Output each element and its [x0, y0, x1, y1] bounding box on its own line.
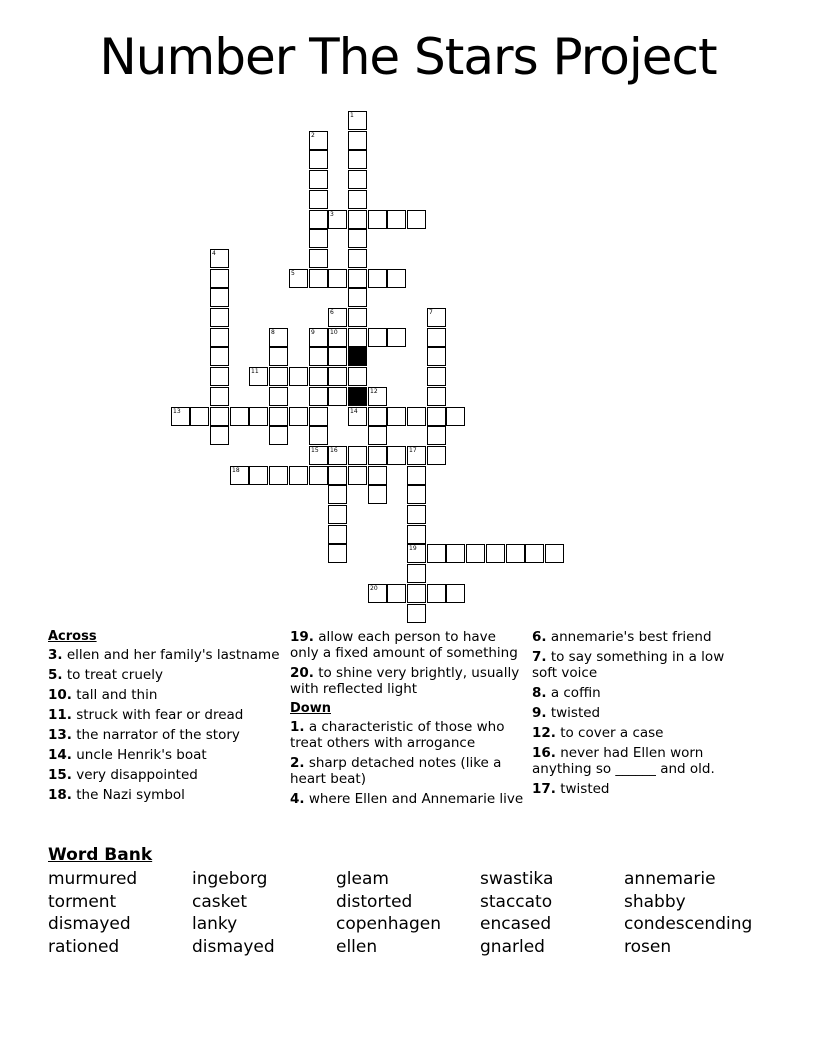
word-bank-word: shabby — [624, 891, 686, 912]
grid-cell[interactable] — [348, 407, 367, 426]
grid-cell[interactable] — [407, 446, 426, 465]
clue-text: where Ellen and Annemarie live — [304, 791, 524, 807]
clue-number-label: 8. — [532, 685, 547, 701]
clue-number: 10 — [330, 329, 338, 336]
clue-text: twisted — [555, 781, 610, 797]
clue-text: twisted — [546, 705, 601, 721]
grid-cell[interactable] — [407, 485, 426, 504]
grid-cell[interactable] — [328, 446, 347, 465]
grid-cell[interactable] — [269, 466, 288, 485]
grid-cell[interactable] — [348, 111, 367, 130]
clue — [532, 685, 752, 701]
clue-number-label: 1. — [290, 719, 305, 735]
word-bank-word: staccato — [480, 891, 553, 912]
clue-number-label: 16. — [532, 745, 556, 761]
grid-cell[interactable] — [427, 584, 446, 603]
grid-cell[interactable] — [249, 367, 268, 386]
clue-text: allow each person to have only a fixed amount of something — [290, 629, 518, 661]
clue-text: to say something in a low soft voice — [532, 649, 725, 681]
clue-number-label: 2. — [290, 755, 305, 771]
clue-text: to cover a case — [555, 725, 664, 741]
clue — [532, 705, 752, 721]
clue — [48, 647, 280, 663]
grid-cell[interactable] — [328, 387, 347, 406]
grid-cell[interactable] — [269, 387, 288, 406]
grid-cell[interactable] — [210, 288, 229, 307]
grid-cell[interactable] — [269, 367, 288, 386]
grid-cell[interactable] — [249, 466, 268, 485]
clue-text: annemarie's best friend — [546, 629, 712, 645]
grid-cell[interactable] — [328, 485, 347, 504]
clues-column-2 — [290, 629, 525, 811]
grid-cell[interactable] — [427, 387, 446, 406]
word-bank-word: rationed — [48, 937, 120, 958]
clue — [532, 781, 752, 797]
grid-cell[interactable] — [348, 367, 367, 386]
grid-cell[interactable] — [210, 407, 229, 426]
grid-cell[interactable] — [171, 407, 190, 426]
clue-number: 18 — [232, 467, 240, 474]
grid-cell[interactable] — [309, 249, 328, 268]
clue-text: tall and thin — [71, 687, 158, 703]
grid-cell[interactable] — [309, 466, 328, 485]
grid-cell[interactable] — [309, 328, 328, 347]
word-bank-word: copenhagen — [336, 914, 441, 935]
grid-cell[interactable] — [387, 328, 406, 347]
clue-number-label: 13. — [48, 727, 72, 743]
grid-cell[interactable] — [545, 544, 564, 563]
word-bank-word: condescending — [624, 914, 753, 935]
grid-cell[interactable] — [328, 210, 347, 229]
clue-number: 5 — [291, 270, 295, 277]
clues-column-1 — [48, 629, 280, 807]
clue-text: sharp detached notes (like a heart beat) — [290, 755, 502, 787]
clue-text: a coffin — [546, 685, 601, 701]
grid-cell[interactable] — [348, 249, 367, 268]
clue-number-label: 10. — [48, 687, 72, 703]
grid-cell[interactable] — [309, 131, 328, 150]
word-bank-column — [480, 868, 553, 959]
grid-cell[interactable] — [427, 446, 446, 465]
grid-cell[interactable] — [210, 269, 229, 288]
clue-number-label: 9. — [532, 705, 547, 721]
grid-cell[interactable] — [309, 426, 328, 445]
grid-cell[interactable] — [269, 407, 288, 426]
clue — [290, 719, 525, 751]
clue — [290, 629, 525, 661]
clue — [532, 725, 752, 741]
grid-cell[interactable] — [407, 210, 426, 229]
clue-number: 9 — [311, 329, 315, 336]
grid-block — [348, 347, 367, 366]
clue-text: a characteristic of those who treat others with arrogance — [290, 719, 505, 751]
grid-cell[interactable] — [348, 466, 367, 485]
clue — [48, 667, 280, 683]
clue-number: 13 — [173, 408, 181, 415]
grid-cell[interactable] — [289, 269, 308, 288]
grid-cell[interactable] — [427, 328, 446, 347]
grid-cell[interactable] — [348, 170, 367, 189]
across-heading: Across — [48, 629, 97, 644]
word-bank-word: casket — [192, 891, 247, 912]
grid-cell[interactable] — [309, 387, 328, 406]
grid-cell[interactable] — [309, 347, 328, 366]
clue-number: 12 — [370, 388, 378, 395]
grid-cell[interactable] — [348, 328, 367, 347]
grid-cell[interactable] — [348, 210, 367, 229]
grid-cell[interactable] — [387, 407, 406, 426]
clue-number: 2 — [311, 132, 315, 139]
grid-cell[interactable] — [407, 525, 426, 544]
clue-number: 1 — [350, 112, 354, 119]
grid-cell[interactable] — [348, 229, 367, 248]
grid-cell[interactable] — [427, 308, 446, 327]
word-bank-word: gleam — [336, 869, 389, 889]
clue-number: 19 — [409, 545, 417, 552]
word-bank-word: ingeborg — [192, 869, 268, 889]
clue-text: ellen and her family's lastname — [62, 647, 280, 663]
grid-cell[interactable] — [446, 407, 465, 426]
grid-cell[interactable] — [466, 544, 485, 563]
grid-cell[interactable] — [368, 328, 387, 347]
clue-number-label: 11. — [48, 707, 72, 723]
grid-cell[interactable] — [309, 229, 328, 248]
grid-cell[interactable] — [348, 269, 367, 288]
grid-cell[interactable] — [348, 150, 367, 169]
grid-cell[interactable] — [368, 485, 387, 504]
word-bank-column — [624, 868, 752, 959]
grid-cell[interactable] — [368, 269, 387, 288]
grid-cell[interactable] — [407, 505, 426, 524]
clue-number-label: 5. — [48, 667, 63, 683]
clue-number: 8 — [271, 329, 275, 336]
clue-text: the narrator of the story — [71, 727, 240, 743]
grid-cell[interactable] — [427, 407, 446, 426]
clue-number-label: 19. — [290, 629, 314, 645]
clue-number-label: 12. — [532, 725, 556, 741]
clue-number: 6 — [330, 309, 334, 316]
grid-cell[interactable] — [328, 347, 347, 366]
grid-cell[interactable] — [348, 190, 367, 209]
clue-text: very disappointed — [71, 767, 198, 783]
grid-cell[interactable] — [407, 544, 426, 563]
word-bank-column — [48, 868, 137, 959]
grid-cell[interactable] — [210, 367, 229, 386]
clue-number: 11 — [251, 368, 259, 375]
grid-cell[interactable] — [309, 407, 328, 426]
grid-cell[interactable] — [328, 269, 347, 288]
clue-text: to treat cruely — [62, 667, 163, 683]
grid-cell[interactable] — [348, 131, 367, 150]
clue-number: 17 — [409, 447, 417, 454]
grid-cell[interactable] — [387, 446, 406, 465]
grid-cell[interactable] — [210, 347, 229, 366]
clue-number: 16 — [330, 447, 338, 454]
page-title: Number The Stars Project — [99, 28, 717, 86]
clue-number-label: 17. — [532, 781, 556, 797]
clue — [532, 629, 752, 645]
grid-cell[interactable] — [289, 466, 308, 485]
grid-cell[interactable] — [210, 328, 229, 347]
word-bank-word: annemarie — [624, 869, 716, 889]
clue-number-label: 4. — [290, 791, 305, 807]
grid-cell[interactable] — [407, 564, 426, 583]
clue — [532, 745, 752, 777]
grid-cell[interactable] — [230, 466, 249, 485]
grid-cell[interactable] — [407, 604, 426, 623]
grid-cell[interactable] — [427, 544, 446, 563]
grid-cell[interactable] — [328, 367, 347, 386]
clue-number: 20 — [370, 585, 378, 592]
word-bank-word: encased — [480, 914, 552, 935]
clue-number: 14 — [350, 408, 358, 415]
grid-cell[interactable] — [328, 466, 347, 485]
grid-cell[interactable] — [368, 407, 387, 426]
grid-cell[interactable] — [328, 308, 347, 327]
clue-text: to shine very brightly, usually with reflected light — [290, 665, 520, 697]
clue-number: 7 — [429, 309, 433, 316]
grid-cell[interactable] — [230, 407, 249, 426]
word-bank-word: swastika — [480, 869, 554, 889]
clues-column-3 — [532, 629, 752, 801]
grid-cell[interactable] — [309, 269, 328, 288]
grid-cell[interactable] — [249, 407, 268, 426]
grid-cell[interactable] — [368, 210, 387, 229]
grid-cell[interactable] — [210, 308, 229, 327]
grid-cell[interactable] — [348, 308, 367, 327]
clue — [48, 707, 280, 723]
grid-block — [348, 387, 367, 406]
word-bank-title: Word Bank — [48, 845, 153, 865]
grid-cell[interactable] — [387, 584, 406, 603]
clue-number: 4 — [212, 250, 216, 257]
grid-cell[interactable] — [407, 584, 426, 603]
grid-cell[interactable] — [368, 584, 387, 603]
grid-cell[interactable] — [328, 544, 347, 563]
clue — [48, 747, 280, 763]
clue — [290, 755, 525, 787]
grid-cell[interactable] — [368, 387, 387, 406]
clue-text: uncle Henrik's boat — [71, 747, 207, 763]
clue — [532, 649, 752, 681]
word-bank-word: rosen — [624, 937, 672, 958]
clue-number-label: 6. — [532, 629, 547, 645]
grid-cell[interactable] — [289, 407, 308, 426]
grid-cell[interactable] — [368, 446, 387, 465]
word-bank-column — [336, 868, 441, 959]
grid-cell[interactable] — [387, 210, 406, 229]
grid-cell[interactable] — [446, 544, 465, 563]
clue-text: the Nazi symbol — [71, 787, 185, 803]
grid-cell[interactable] — [328, 328, 347, 347]
grid-cell[interactable] — [427, 347, 446, 366]
grid-cell[interactable] — [269, 328, 288, 347]
clue-text: never had Ellen worn anything so ______ and old. — [532, 745, 715, 777]
grid-cell[interactable] — [289, 367, 308, 386]
clue — [48, 787, 280, 803]
grid-cell[interactable] — [269, 347, 288, 366]
grid-cell[interactable] — [309, 367, 328, 386]
clue — [290, 665, 525, 697]
grid-cell[interactable] — [269, 426, 288, 445]
clue-number-label: 3. — [48, 647, 63, 663]
grid-cell[interactable] — [446, 584, 465, 603]
clue-text: struck with fear or dread — [71, 707, 244, 723]
grid-cell[interactable] — [210, 387, 229, 406]
grid-cell[interactable] — [486, 544, 505, 563]
clue — [48, 687, 280, 703]
grid-cell[interactable] — [309, 150, 328, 169]
word-bank-column — [192, 868, 275, 959]
word-bank-word: ellen — [336, 937, 378, 958]
word-bank-word: dismayed — [48, 914, 131, 935]
grid-cell[interactable] — [328, 505, 347, 524]
grid-cell[interactable] — [210, 426, 229, 445]
grid-cell[interactable] — [407, 466, 426, 485]
clue-number-label: 18. — [48, 787, 72, 803]
word-bank-word: distorted — [336, 891, 413, 912]
clue — [48, 767, 280, 783]
grid-cell[interactable] — [328, 525, 347, 544]
grid-cell[interactable] — [190, 407, 209, 426]
grid-cell[interactable] — [368, 426, 387, 445]
grid-cell[interactable] — [387, 269, 406, 288]
clue — [290, 791, 525, 807]
grid-cell[interactable] — [210, 249, 229, 268]
grid-cell[interactable] — [525, 544, 544, 563]
clue-number-label: 14. — [48, 747, 72, 763]
clue — [48, 727, 280, 743]
word-bank-word: murmured — [48, 869, 138, 889]
grid-cell[interactable] — [427, 426, 446, 445]
grid-cell[interactable] — [427, 367, 446, 386]
grid-cell[interactable] — [407, 407, 426, 426]
grid-cell[interactable] — [348, 288, 367, 307]
grid-cell[interactable] — [348, 446, 367, 465]
grid-cell[interactable] — [309, 190, 328, 209]
clue-number-label: 20. — [290, 665, 314, 681]
word-bank-word: dismayed — [192, 937, 275, 958]
clue-number: 15 — [311, 447, 319, 454]
word-bank-word: lanky — [192, 914, 238, 935]
grid-cell[interactable] — [309, 170, 328, 189]
grid-cell[interactable] — [368, 466, 387, 485]
clue-number: 3 — [330, 211, 334, 218]
grid-cell[interactable] — [309, 446, 328, 465]
word-bank-word: torment — [48, 891, 117, 912]
clue-number-label: 7. — [532, 649, 547, 665]
clue-number-label: 15. — [48, 767, 72, 783]
grid-cell[interactable] — [506, 544, 525, 563]
grid-cell[interactable] — [309, 210, 328, 229]
down-heading: Down — [290, 701, 331, 716]
word-bank-word: gnarled — [480, 937, 545, 958]
